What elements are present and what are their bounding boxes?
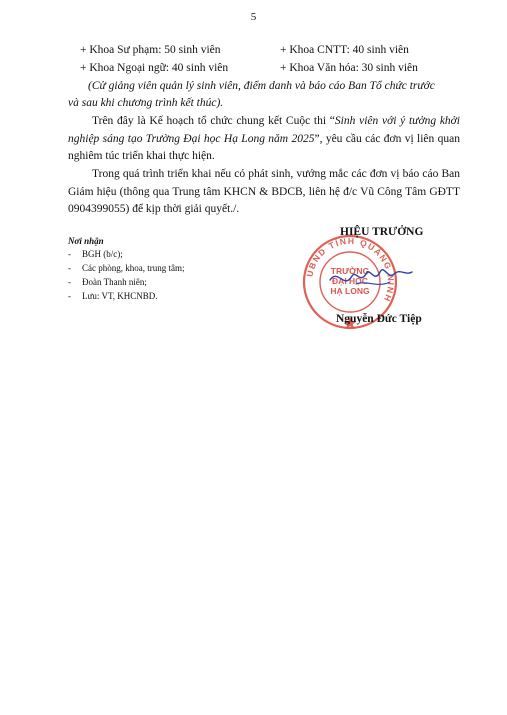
recipients-list [68,249,184,301]
attendance-note [68,78,460,112]
recipients-block [68,236,184,305]
quota-faculty-culture: + Khoa Văn hóa: 30 sinh viên [280,62,418,74]
recipient-item: - Các phòng, khoa, trung tâm; [68,263,184,273]
quota-faculty-it: + Khoa CNTT: 40 sinh viên [280,44,409,56]
seal-outer-text: UBND TỈNH QUẢNG NINH [304,235,397,305]
seal-inner-line-2: ĐẠI HỌC [332,276,368,286]
signer-title: HIỆU TRƯỞNG [340,226,424,238]
seal-inner-line-3: HẠ LONG [330,286,370,296]
seal-inner-line-1: TRƯỜNG [330,266,370,276]
closing-paragraph-1 [68,113,460,166]
page-number: 5 [250,11,257,23]
recipient-item: - Đoàn Thanh niên; [68,277,184,287]
recipient-item: - Lưu: VT, KHCNBD. [68,291,184,301]
closing-paragraph-2: Trong quá trình triển khai nếu có phát sinh, vướng mắc các đơn vị báo cáo Ban Giám hiệu (thông qua Trung tâm KHCN & BDCB, liên hệ đ/c Vũ Công Tâm GĐTT 0904399055) để kịp thời giải quyết./. [68,168,460,215]
paragraph1-after: ”, yêu cầu các đơn vị liên quan nghiêm túc triển khai thực hiện. [68,132,460,162]
contest-title: Sinh viên với ý tưởng khởi nghiệp sáng tạo Trường Đại học Hạ Long năm 2025 [68,115,461,145]
quota-faculty-languages: + Khoa Ngoại ngữ: 40 sinh viên [80,62,229,74]
quota-faculty-education: + Khoa Sư phạm: 50 sinh viên [80,44,221,56]
signer-name: Nguyễn Đức Tiệp [336,313,422,325]
recipient-item: - BGH (b/c); [68,249,184,259]
handwritten-signature-icon [326,250,416,300]
recipients-title: Nơi nhận [68,236,104,246]
note-line-2: và sau khi chương trình kết thúc). [68,97,224,109]
paragraph1-before: Trên đây là Kế hoạch tổ chức chung kết Cuộc thi “ [92,115,335,127]
note-line-1: (Cử giảng viên quản lý sinh viên, điểm danh và báo cáo Ban Tổ chức trước [88,80,435,92]
